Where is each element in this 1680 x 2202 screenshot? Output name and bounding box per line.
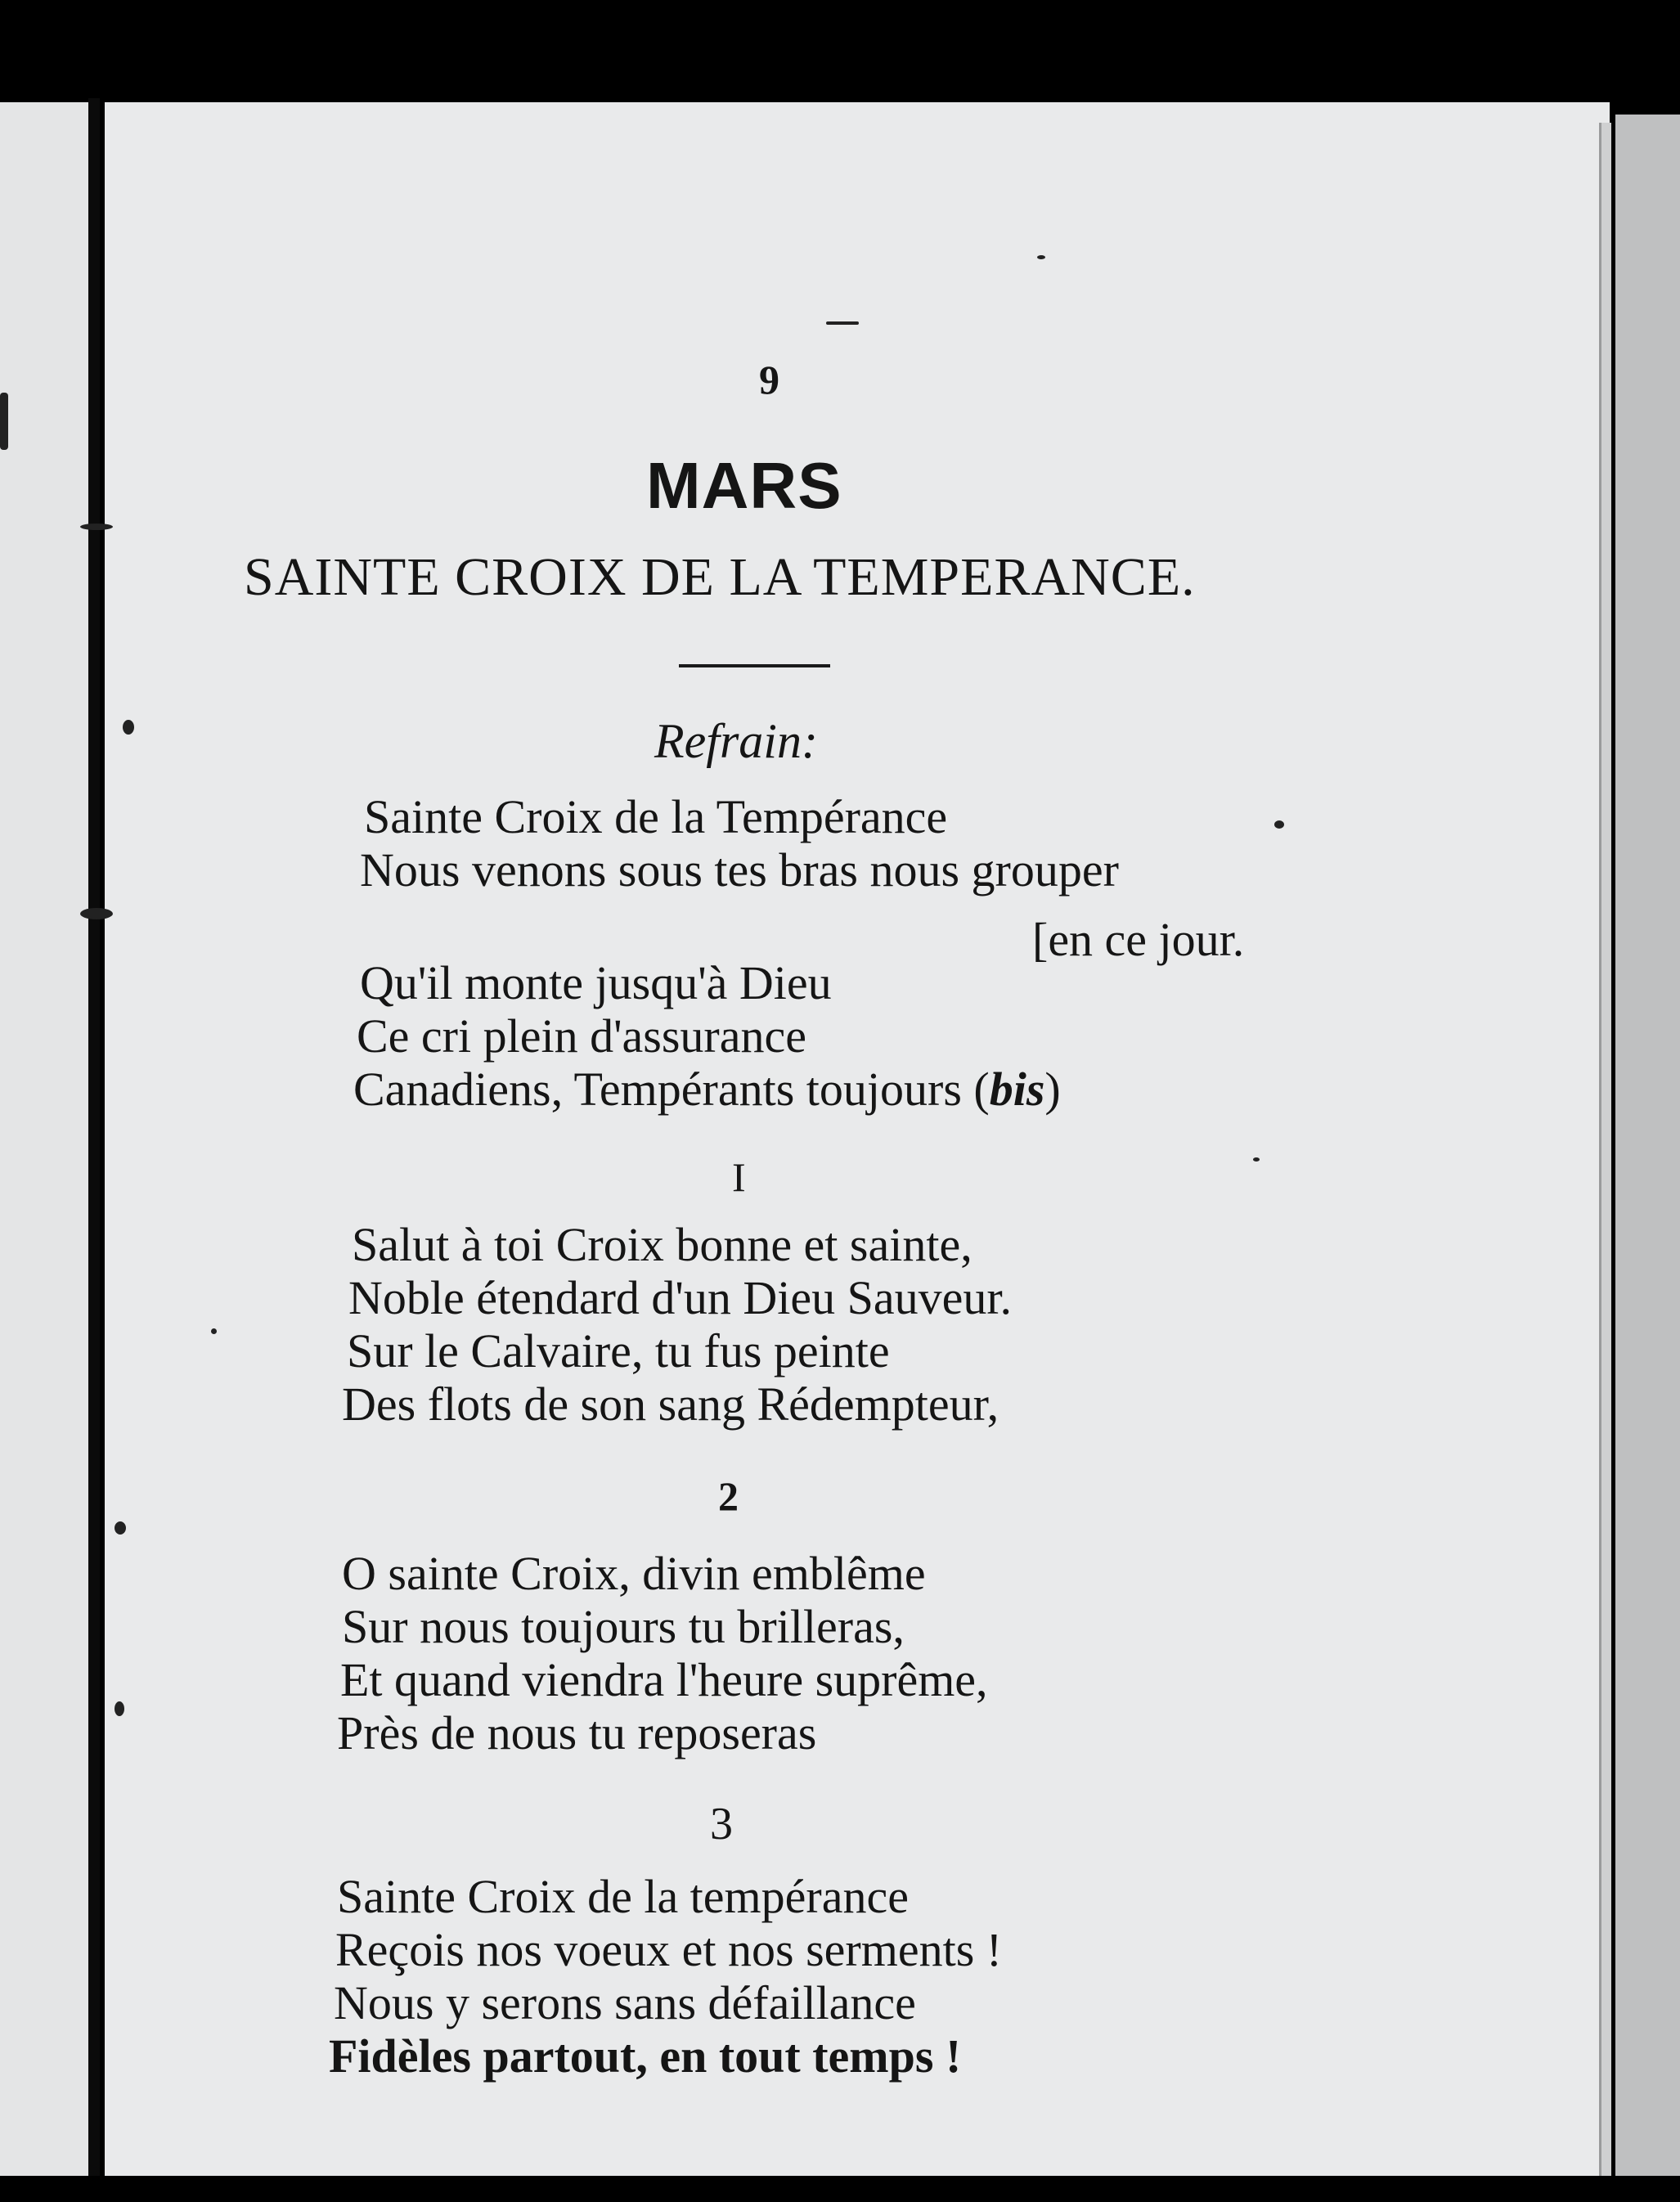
stanza-number: I bbox=[732, 1154, 746, 1200]
stanza-number: 2 bbox=[718, 1473, 739, 1519]
repeat-marker: bis bbox=[989, 1063, 1045, 1116]
refrain-line: Qu'il monte jusqu'à Dieu bbox=[360, 956, 832, 1009]
scan-speck bbox=[1253, 1157, 1260, 1162]
previous-page-edge bbox=[0, 102, 90, 2192]
refrain-line: Sainte Croix de la Tempérance bbox=[364, 790, 948, 843]
stanza-line: Près de nous tu reposeras bbox=[337, 1706, 817, 1759]
stanza-line: Et quand viendra l'heure suprême, bbox=[340, 1653, 988, 1706]
stanza-line: Des flots de son sang Rédempteur, bbox=[342, 1377, 999, 1431]
refrain-line bbox=[353, 1062, 1061, 1117]
stanza-line: Nous y serons sans défaillance bbox=[334, 1976, 916, 2029]
scan-speck bbox=[1274, 820, 1284, 829]
scan-speck bbox=[123, 720, 134, 735]
refrain-line-close: ) bbox=[1044, 1063, 1061, 1116]
stanza-number: 3 bbox=[710, 1799, 733, 1849]
refrain-line: Nous venons sous tes bras nous grouper bbox=[360, 843, 1119, 897]
stanza-line: O sainte Croix, divin emblême bbox=[342, 1547, 926, 1600]
stanza-line: Fidèles partout, en tout temps ! bbox=[329, 2029, 962, 2083]
refrain-line: Ce cri plein d'assurance bbox=[357, 1009, 806, 1063]
page-title: MARS bbox=[646, 449, 842, 522]
refrain-line-continuation: [en ce jour. bbox=[1032, 913, 1245, 966]
stanza-line: Salut à toi Croix bonne et sainte, bbox=[352, 1218, 973, 1271]
scan-speck bbox=[80, 524, 113, 530]
stanza-line: Sur le Calvaire, tu fus peinte bbox=[347, 1324, 890, 1377]
stanza-line: Sur nous toujours tu brilleras, bbox=[342, 1600, 905, 1653]
scan-speck bbox=[115, 1521, 126, 1535]
scan-speck bbox=[1037, 255, 1045, 259]
stanza-line: Sainte Croix de la tempérance bbox=[337, 1870, 909, 1923]
bottom-border bbox=[0, 2176, 1680, 2202]
next-page-edge bbox=[1615, 115, 1680, 2192]
scan-speck bbox=[826, 321, 859, 325]
page-number: 9 bbox=[759, 357, 779, 402]
scan-speck bbox=[211, 1328, 217, 1334]
stanza-line: Noble étendard d'un Dieu Sauveur. bbox=[348, 1271, 1012, 1324]
book-spine bbox=[88, 98, 100, 2192]
refrain-line-text: Canadiens, Tempérants toujours ( bbox=[353, 1063, 990, 1116]
scan-speck bbox=[0, 393, 8, 450]
scan-speck bbox=[80, 908, 113, 919]
scan-speck bbox=[115, 1701, 124, 1716]
page-right-edge bbox=[1599, 123, 1611, 2192]
stanza-line: Reçois nos voeux et nos serments ! bbox=[335, 1923, 1003, 1976]
title-divider bbox=[679, 664, 830, 667]
song-title: SAINTE CROIX DE LA TEMPERANCE. bbox=[244, 547, 1196, 607]
refrain-heading: Refrain: bbox=[654, 714, 818, 768]
